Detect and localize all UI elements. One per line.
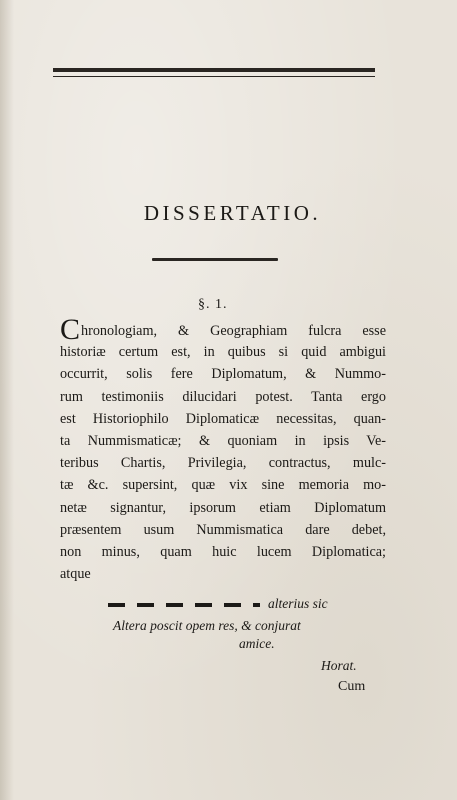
verse-line-3: amice. [239,636,275,651]
page-title: DISSERTATIO. [143,201,322,225]
section-number: §. 1. [198,297,228,312]
paragraph-line: non minus, quam huic lucem Diplomatica; [60,543,386,560]
verse-attribution: Horat. [321,658,357,673]
paragraph-line [60,313,386,346]
header-double-rule [53,68,375,77]
paragraph-line: præsentem usum Nummismatica dare debet, [60,521,386,538]
ellipsis-dashes [108,603,260,607]
paragraph-line: ta Nummismaticæ; & quoniam in ipsis Ve- [60,432,386,449]
paragraph-line: teribus Chartis, Privilegia, contractus, mulc- [60,455,386,472]
paragraph-line-text: hronologiam, & Geographiam fulcra esse [81,323,386,339]
paragraph-line: netæ signantur, ipsorum etiam Diplomatum [60,499,386,516]
verse-line-1-text: alterius sic [268,596,328,611]
page-spine-shadow [0,0,14,800]
catchword: Cum [338,679,366,694]
paragraph-line: tæ &c. supersint, quæ vix sine memoria mo- [60,477,386,494]
title-rule [152,258,278,261]
drop-cap: C [60,313,81,346]
paragraph-line: rum testimoniis dilucidari potest. Tanta ergo [60,388,386,405]
verse-line-1 [108,596,328,612]
paragraph-line: est Historiophilo Diplomaticæ necessitas, quan- [60,410,386,427]
verse-line-2: Altera poscit opem res, & conjurat [113,618,301,633]
paragraph-line: historiæ certum est, in quibus si quid ambigui [60,344,386,361]
paragraph-line: atque [60,566,91,583]
body-paragraph [60,313,386,585]
paragraph-line: occurrit, solis fere Diplomatum, & Nummo- [60,366,386,383]
